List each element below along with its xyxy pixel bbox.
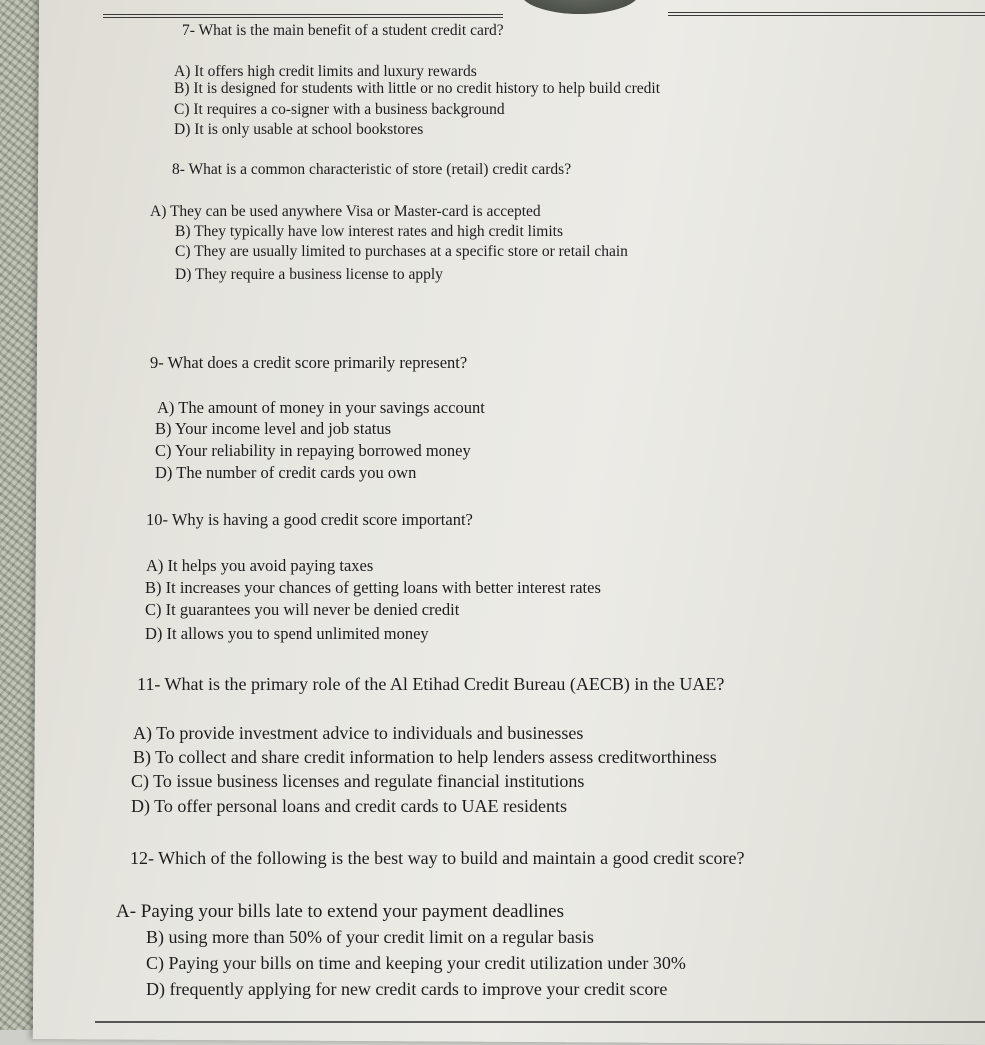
question-7-option-b: B) It is designed for students with little or no credit history to help build credit — [174, 80, 661, 97]
question-10-option-d: D) It allows you to spend unlimited money — [145, 624, 429, 643]
question-8-option-a: A) They can be used anywhere Visa or Master-card is accepted — [150, 203, 541, 220]
question-9: 9- What does a credit score primarily represent? — [150, 353, 468, 372]
question-11-option-d: D) To offer personal loans and credit cards to UAE residents — [131, 796, 567, 816]
question-8-option-c: C) They are usually limited to purchases at a specific store or retail chain — [175, 243, 628, 260]
question-7-option-d: D) It is only usable at school bookstores — [174, 121, 424, 138]
question-8-option-b: B) They typically have low interest rates and high credit limits — [175, 223, 563, 240]
question-11-option-a: A) To provide investment advice to individuals and businesses — [133, 723, 584, 743]
question-11-option-b: B) To collect and share credit information to help lenders assess creditworthiness — [133, 747, 717, 767]
question-9-option-c: C) Your reliability in repaying borrowed money — [155, 441, 471, 460]
question-9-option-b: B) Your income level and job status — [155, 419, 392, 438]
question-10-option-a: A) It helps you avoid paying taxes — [146, 556, 374, 575]
question-10: 10- Why is having a good credit score important? — [146, 510, 473, 529]
question-7-option-a: A) It offers high credit limits and luxury rewards — [174, 63, 477, 80]
question-10-option-c: C) It guarantees you will never be denied credit — [145, 600, 460, 619]
question-12-option-a: A- Paying your bills late to extend your payment deadlines — [116, 901, 564, 922]
question-7-option-c: C) It requires a co-signer with a business background — [174, 101, 505, 118]
question-9-option-a: A) The amount of money in your savings account — [157, 398, 485, 417]
footer-rule — [95, 1021, 985, 1023]
question-8-option-d: D) They require a business license to apply — [175, 266, 443, 283]
question-12: 12- Which of the following is the best way to build and maintain a good credit score? — [130, 848, 745, 868]
question-11-option-c: C) To issue business licenses and regulate financial institutions — [131, 771, 585, 791]
question-10-option-b: B) It increases your chances of getting loans with better interest rates — [145, 578, 601, 597]
question-12-option-b: B) using more than 50% of your credit limit on a regular basis — [146, 927, 594, 947]
question-8: 8- What is a common characteristic of store (retail) credit cards? — [172, 161, 572, 178]
question-11: 11- What is the primary role of the Al Etihad Credit Bureau (AECB) in the UAE? — [137, 674, 725, 694]
question-7: 7- What is the main benefit of a student credit card? — [182, 22, 504, 39]
question-12-option-c: C) Paying your bills on time and keeping your credit utilization under 30% — [146, 953, 686, 973]
question-12-option-d: D) frequently applying for new credit cards to improve your credit score — [146, 979, 668, 999]
question-9-option-d: D) The number of credit cards you own — [155, 463, 417, 482]
